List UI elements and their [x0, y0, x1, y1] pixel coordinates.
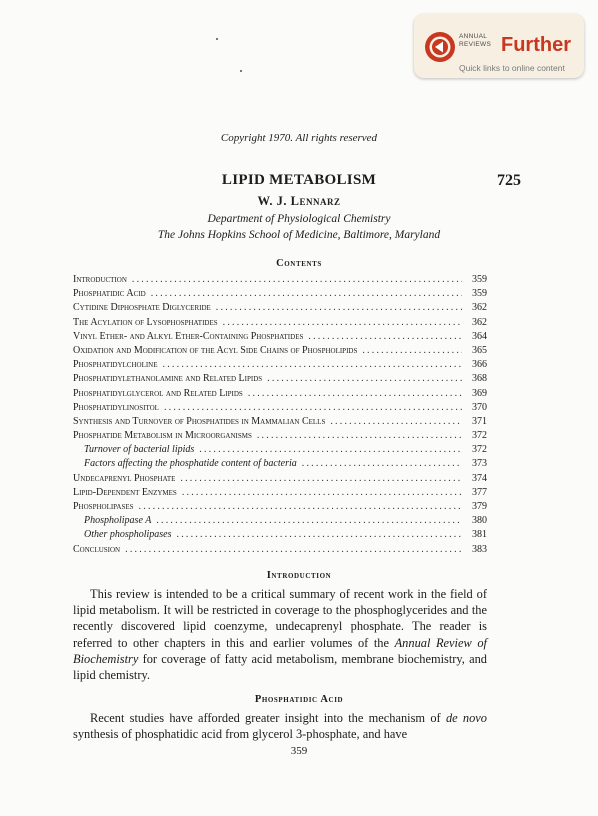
- speck: [240, 70, 242, 72]
- toc-page-number: 364: [472, 330, 487, 342]
- toc-row: [73, 287, 487, 301]
- toc-label: Phosphatidylethanolamine and Related Lipids: [73, 373, 263, 385]
- toc-label: Lipid-Dependent Enzymes: [73, 486, 177, 498]
- toc-label: Phosphatidylglycerol and Related Lipids: [73, 387, 243, 399]
- toc-leader-dots: [257, 429, 462, 443]
- contents-heading: Contents: [276, 258, 322, 269]
- toc-row: [73, 543, 487, 557]
- toc-row: [73, 358, 487, 372]
- toc-leader-dots: [132, 273, 462, 287]
- phosphatidic-acid-paragraph: [73, 710, 487, 742]
- toc-row: [73, 372, 487, 386]
- toc-label: Oxidation and Modification of the Acyl Side Chains of Phospholipids: [73, 344, 358, 356]
- toc-row: [73, 514, 487, 528]
- toc-page-number: 371: [472, 415, 487, 427]
- toc-page-number: 362: [472, 302, 487, 314]
- toc-page-number: 366: [472, 359, 487, 371]
- toc-page-number: 359: [472, 288, 487, 300]
- toc-label: Phospholipase A: [84, 515, 152, 527]
- toc-page-number: 383: [472, 543, 487, 555]
- toc-leader-dots: [308, 330, 462, 344]
- toc-leader-dots: [182, 486, 462, 500]
- toc-leader-dots: [223, 316, 462, 330]
- toc-page-number: 359: [472, 274, 487, 285]
- toc-page-number: 362: [472, 316, 487, 328]
- intro-journal-title: Annual Review of Biochemistry: [73, 635, 487, 666]
- toc-leader-dots: [362, 344, 462, 358]
- toc-leader-dots: [177, 528, 463, 542]
- toc-leader-dots: [151, 287, 462, 301]
- phosphatidic-acid-heading: Phosphatidic Acid: [254, 694, 344, 705]
- toc-label: Cytidine Diphosphate Diglyceride: [73, 302, 211, 314]
- toc-label: Undecaprenyl Phosphate: [73, 472, 176, 484]
- intro-text-end: for coverage of fatty acid metabolism, membrane biochemistry, and lipid chemistry.: [73, 651, 487, 683]
- toc-label: Other phospholipases: [84, 529, 172, 541]
- toc-page-number: 365: [472, 344, 487, 356]
- toc-page-number: 377: [472, 486, 487, 498]
- toc-label: Phosphatidic Acid: [73, 288, 146, 300]
- toc-leader-dots: [302, 457, 462, 471]
- author-school: The Johns Hopkins School of Medicine, Baltimore, Maryland: [157, 229, 441, 241]
- toc-row: [73, 344, 487, 358]
- copyright-notice: Copyright 1970. All rights reserved: [220, 132, 378, 144]
- article-author: W. J. Lennarz: [257, 194, 341, 208]
- intro-text: This review is intended to be a critical summary of recent work in the field of lipid metabolism. It will be restricted in coverage to the phosphoglycerides and the recently discovered lipid coenzyme, undecaprenyl phosphate. The reader is referred to other chapters in this and earlier volumes of the: [73, 587, 487, 650]
- toc-label: Conclusion: [73, 543, 121, 555]
- toc-row: [73, 330, 487, 344]
- toc-page-number: 372: [472, 430, 487, 442]
- toc-row: [73, 301, 487, 315]
- toc-page-number: 373: [472, 458, 487, 470]
- speck: [216, 38, 218, 40]
- toc-label: The Acylation of Lysophosphatides: [73, 316, 218, 328]
- toc-row: [73, 316, 487, 330]
- toc-label: Turnover of bacterial lipids: [84, 444, 195, 456]
- toc-leader-dots: [330, 415, 462, 429]
- toc-row: [73, 429, 487, 443]
- toc-leader-dots: [125, 543, 462, 557]
- toc-leader-dots: [164, 401, 462, 415]
- badge-title: Further: [501, 34, 571, 56]
- page-number-bottom: 359: [290, 745, 308, 757]
- toc-page-number: 369: [472, 387, 487, 399]
- page-number-top: 725: [497, 172, 521, 189]
- pa-text: Recent studies have afforded greater insight into the mechanism of: [90, 711, 446, 725]
- toc-page-number: 372: [472, 444, 487, 456]
- toc-row: [73, 457, 487, 471]
- toc-label: Phosphatidylcholine: [73, 359, 158, 371]
- toc-label: Phospholipases: [73, 501, 134, 512]
- toc-label: Synthesis and Turnover of Phosphatides in Mammalian Cells: [73, 415, 326, 427]
- toc-page-number: 380: [472, 515, 487, 527]
- toc-page-number: 374: [472, 472, 487, 484]
- toc-row: [73, 401, 487, 415]
- toc-page-number: 370: [472, 401, 487, 413]
- further-badge[interactable]: [414, 14, 584, 78]
- toc-leader-dots: [267, 372, 462, 386]
- pa-text-italic: de novo: [445, 711, 487, 725]
- toc-label: Factors affecting the phosphatide content of bacteria: [84, 458, 297, 470]
- toc-page-number: 379: [472, 501, 487, 512]
- toc-leader-dots: [199, 443, 462, 457]
- badge-publisher: ANNUAL REVIEWS: [459, 33, 492, 48]
- article-title: LIPID METABOLISM: [221, 172, 377, 188]
- toc-row: [73, 472, 487, 486]
- toc-label: Introduction: [73, 274, 127, 285]
- pa-text-end: synthesis of phosphatidic acid from glycerol 3-phosphate, and have: [73, 727, 408, 742]
- toc-leader-dots: [248, 387, 462, 401]
- toc-row: [73, 500, 487, 514]
- toc-leader-dots: [156, 514, 462, 528]
- toc-row: [73, 443, 487, 457]
- toc-leader-dots: [180, 472, 462, 486]
- annual-reviews-logo-icon: [424, 31, 456, 63]
- table-of-contents: [73, 273, 487, 557]
- toc-row: [73, 415, 487, 429]
- toc-row: [73, 486, 487, 500]
- toc-page-number: 381: [472, 529, 487, 541]
- toc-page-number: 368: [472, 373, 487, 385]
- introduction-heading: Introduction: [266, 570, 332, 581]
- toc-label: Phosphatide Metabolism in Microorganisms: [73, 430, 252, 442]
- toc-row: [73, 528, 487, 542]
- introduction-paragraph: [73, 586, 487, 683]
- toc-row: [73, 273, 487, 287]
- toc-leader-dots: [216, 301, 462, 315]
- toc-leader-dots: [139, 500, 462, 514]
- toc-leader-dots: [163, 358, 462, 372]
- author-department: Department of Physiological Chemistry: [207, 213, 391, 225]
- toc-row: [73, 387, 487, 401]
- toc-label: Phosphatidylinositol: [73, 401, 159, 413]
- toc-label: Vinyl Ether- and Alkyl Ether-Containing Phosphatides: [73, 330, 304, 342]
- badge-subtitle: Quick links to online content: [459, 63, 565, 73]
